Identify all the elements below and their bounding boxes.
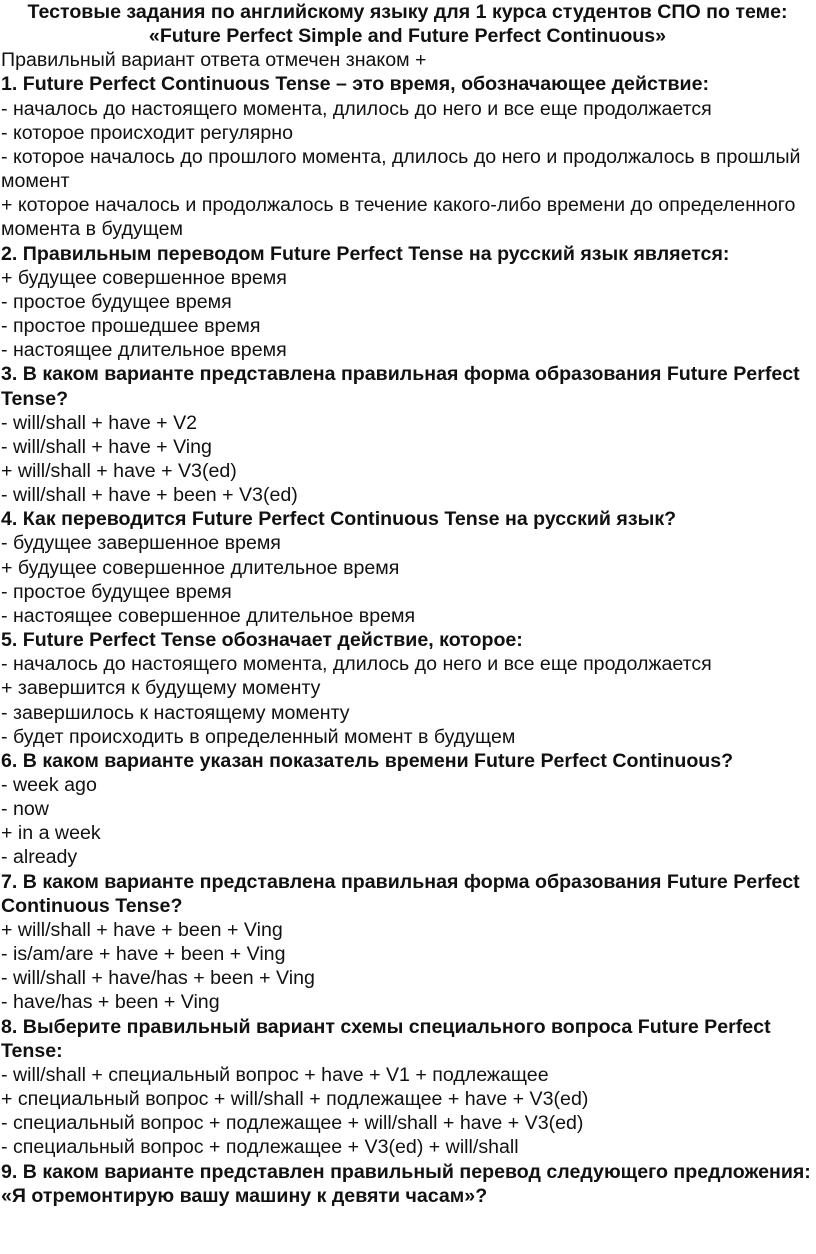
answer-option: + will/shall + have + V3(ed)	[1, 459, 237, 482]
question-text: 3. В каком варианте представлена правильная форма образования Future Perfect Tense?	[1, 363, 800, 410]
answer-option: - которое происходит регулярно	[1, 121, 293, 144]
answer-option: + завершится к будущему моменту	[1, 677, 321, 700]
answer-key-note: Правильный вариант ответа отмечен знаком +	[1, 49, 427, 72]
question-3	[1, 362, 814, 507]
answer-option: - которое началось до прошлого момента, длилось до него и продолжалось в прошлый момент	[1, 145, 801, 193]
answer-option: + будущее совершенное длительное время	[1, 556, 400, 579]
question-text: 4. Как переводится Future Perfect Continuous Tense на русский язык?	[1, 508, 677, 531]
answer-option: + специальный вопрос + will/shall + подлежащее + have + V3(ed)	[1, 1088, 589, 1111]
answer-option: - настоящее совершенное длительное время	[1, 604, 416, 627]
question-1	[1, 72, 814, 241]
question-text: 5. Future Perfect Tense обозначает действие, которое:	[1, 629, 523, 652]
question-9	[1, 1160, 814, 1208]
answer-option: - простое будущее время	[1, 290, 232, 313]
answer-option: - началось до настоящего момента, длилось до него и все еще продолжается	[1, 97, 712, 120]
question-8	[1, 1015, 814, 1160]
answer-option: - will/shall + have + V2	[1, 411, 198, 434]
question-2	[1, 242, 814, 363]
question-7	[1, 870, 814, 1015]
question-text: 8. Выберите правильный вариант схемы специального вопроса Future Perfect Tense:	[1, 1015, 771, 1062]
answer-option: - специальный вопрос + подлежащее + will/shall + have + V3(ed)	[1, 1112, 584, 1135]
answer-option: - простое будущее время	[1, 580, 232, 603]
answer-option: - простое прошедшее время	[1, 315, 261, 338]
answer-option: - завершилось к настоящему моменту	[1, 701, 350, 724]
answer-option: - настоящее длительное время	[1, 339, 287, 362]
answer-option: - will/shall + have/has + been + Ving	[1, 967, 315, 990]
answer-option: - началось до настоящего момента, длилось до него и все еще продолжается	[1, 653, 712, 676]
question-text: 9. В каком варианте представлен правильный перевод следующего предложения: «Я отремонтирую вашу машину к девяти часам»?	[1, 1160, 811, 1207]
answer-option: - will/shall + have + been + V3(ed)	[1, 484, 298, 507]
answer-option: - already	[1, 846, 78, 869]
answer-option: - будет происходить в определенный момент в будущем	[1, 725, 516, 748]
answer-option: - специальный вопрос + подлежащее + V3(ed) + will/shall	[1, 1136, 519, 1159]
question-5	[1, 628, 814, 749]
question-text: 1. Future Perfect Continuous Tense – это время, обозначающее действие:	[1, 73, 709, 96]
answer-option: - is/am/are + have + been + Ving	[1, 943, 286, 966]
question-text: 6. В каком варианте указан показатель времени Future Perfect Continuous?	[1, 749, 734, 772]
answer-option: - have/has + been + Ving	[1, 991, 220, 1014]
answer-option: - будущее завершенное время	[1, 532, 281, 555]
answer-option: + будущее совершенное время	[1, 266, 287, 289]
answer-option: + которое началось и продолжалось в течение какого-либо времени до определенного момента в будущем	[1, 194, 796, 241]
question-6	[1, 749, 814, 870]
answer-option: + in a week	[1, 822, 101, 845]
answer-option: - will/shall + have + Ving	[1, 435, 212, 458]
answer-option: - will/shall + специальный вопрос + have + V1 + подлежащее	[1, 1063, 549, 1086]
question-4	[1, 507, 814, 628]
document-title: Тестовые задания по английскому языку для 1 курса студентов СПО по теме: «Future Perfect Simple and Future Perfect Continuous»	[27, 1, 788, 48]
answer-option: - week ago	[1, 774, 97, 796]
answer-option: - now	[1, 798, 49, 821]
question-text: 7. В каком варианте представлена правильная форма образования Future Perfect Continuous Tense?	[1, 870, 800, 917]
question-text: 2. Правильным переводом Future Perfect Tense на русский язык является:	[1, 242, 730, 265]
answer-option: + will/shall + have + been + Ving	[1, 918, 283, 941]
